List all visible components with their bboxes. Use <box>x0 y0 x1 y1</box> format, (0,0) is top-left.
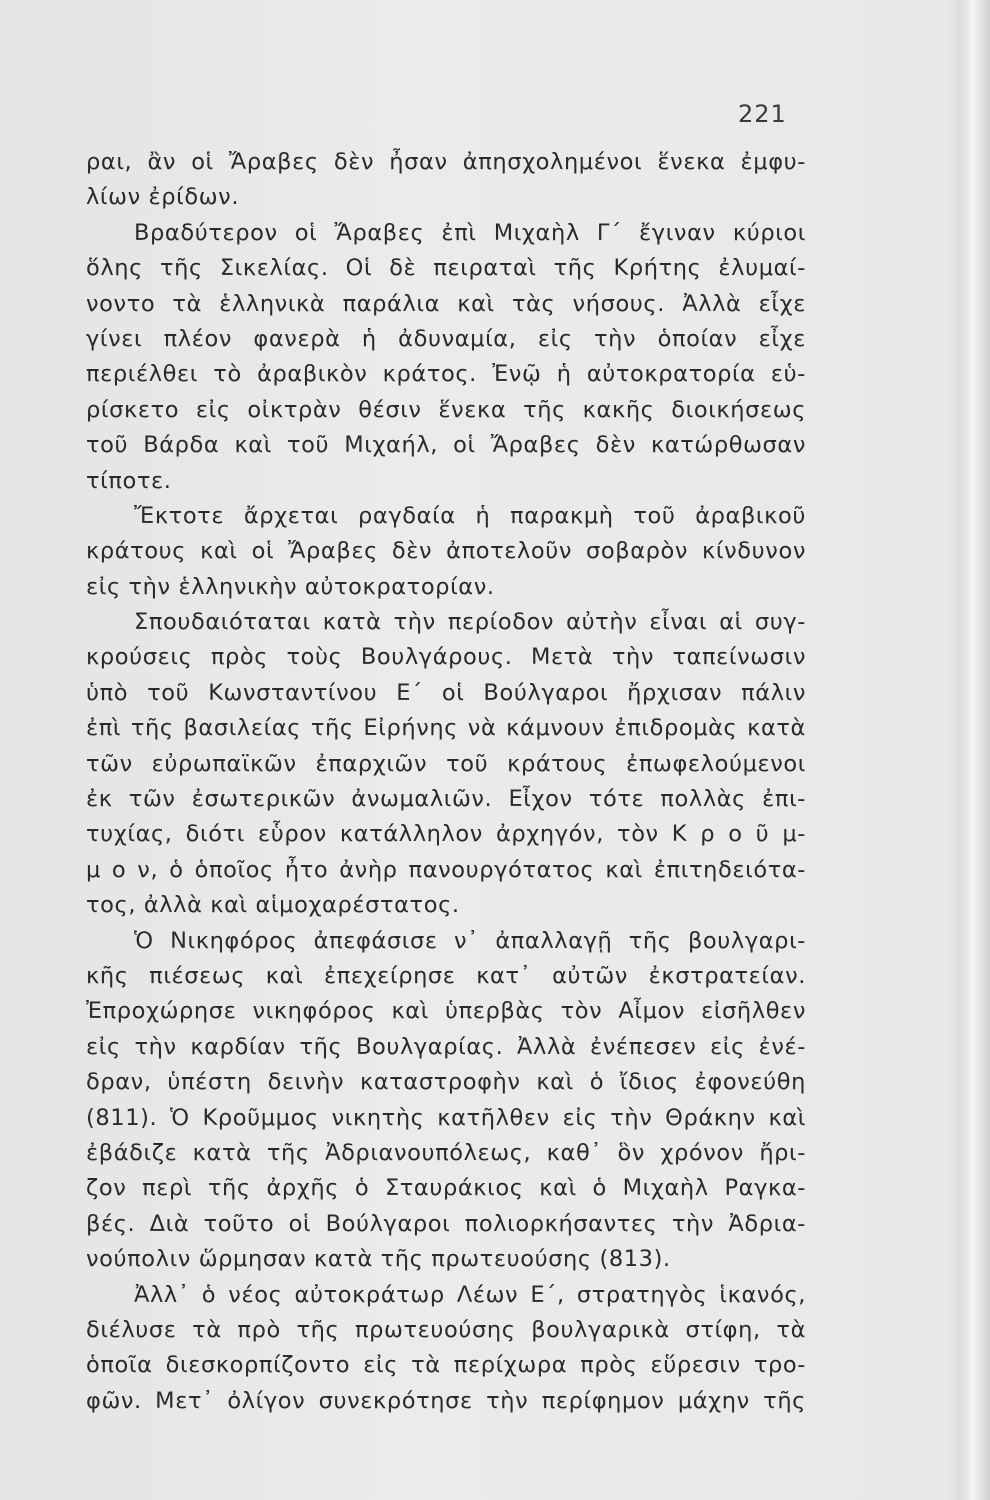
page-edge-shadow <box>948 0 990 1500</box>
text-line: νοντο τὰ ἑλληνικὰ παράλια καὶ τὰς νήσους. Ἀλλὰ εἶχε <box>86 290 806 317</box>
text-line: ὑπὸ τοῦ Κωνσταντίνου Ε΄ οἱ Βούλγαροι ἤρχισαν πάλιν <box>86 679 806 706</box>
text-line: δραν, ὑπέστη δεινὴν καταστροφὴν καὶ ὁ ἴδιος ἐφονεύθη <box>86 1069 806 1096</box>
text-line: μ ο ν, ὁ ὁποῖος ἦτο ἀνὴρ πανουργότατος καὶ ἐπιτηδειότα- <box>86 856 806 883</box>
text-line: τος, ἀλλὰ καὶ αἱμοχαρέστατος. <box>86 892 460 919</box>
text-line: ἐκ τῶν ἐσωτερικῶν ἀνωμαλιῶν. Εἶχον τότε πολλὰς ἐπι- <box>86 786 806 813</box>
text-line: διέλυσε τὰ πρὸ τῆς πρωτευούσης βουλγαρικὰ στίφη, τὰ <box>86 1316 806 1343</box>
text-line: ἐπὶ τῆς βασιλείας τῆς Εἰρήνης νὰ κάμνουν ἐπιδρομὰς κατὰ <box>86 715 806 742</box>
text-line: Βραδύτερον οἱ Ἄραβες ἐπὶ Μιχαὴλ Γ΄ ἔγιναν κύριοι <box>134 219 806 246</box>
body-text <box>86 145 806 1419</box>
text-line: Ἐπροχώρησε νικηφόρος καὶ ὑπερβὰς τὸν Αἶμον εἰσῆλθεν <box>86 998 806 1025</box>
text-line: περιέλθει τὸ ἀραβικὸν κράτος. Ἐνῷ ἡ αὐτοκρατορία εὑ- <box>86 361 806 388</box>
text-line: Ἔκτοτε ἄρχεται ραγδαία ἡ παρακμὴ τοῦ ἀραβικοῦ <box>134 502 806 529</box>
text-line: εἰς τὴν ἑλληνικὴν αὐτοκρατορίαν. <box>86 573 495 600</box>
text-line: εἰς τὴν καρδίαν τῆς Βουλγαρίας. Ἀλλὰ ἐνέπεσεν εἰς ἐνέ- <box>86 1033 806 1060</box>
text-line: τῶν εὐρωπαϊκῶν ἐπαρχιῶν τοῦ κράτους ἐπωφελούμενοι <box>86 750 806 777</box>
text-line: λίων ἐρίδων. <box>86 184 240 211</box>
text-line: γίνει πλέον φανερὰ ἡ ἀδυναμία, εἰς τὴν ὁποίαν εἶχε <box>86 325 806 352</box>
text-line: Ἀλλ᾽ ὁ νέος αὐτοκράτωρ Λέων Ε΄, στρατηγὸς ἱκανός, <box>134 1281 806 1308</box>
text-line: φῶν. Μετ᾽ ὀλίγον συνεκρότησε τὴν περίφημον μάχην τῆς <box>86 1387 806 1414</box>
text-line: ὅλης τῆς Σικελίας. Οἱ δὲ πειραταὶ τῆς Κρήτης ἐλυμαί- <box>86 255 806 282</box>
text-line: νούπολιν ὥρμησαν κατὰ τῆς πρωτευούσης (813). <box>86 1246 671 1273</box>
text-line: κράτους καὶ οἱ Ἄραβες δὲν ἀποτελοῦν σοβαρὸν κίνδυνον <box>86 538 806 565</box>
text-line: ρίσκετο εἰς οἰκτρὰν θέσιν ἕνεκα τῆς κακῆς διοικήσεως <box>86 396 806 423</box>
text-line: τυχίας, διότι εὗρον κατάλληλον ἀρχηγόν, τὸν Κ ρ ο ῦ μ- <box>86 821 806 848</box>
text-line: ζον περὶ τῆς ἀρχῆς ὁ Σταυράκιος καὶ ὁ Μιχαὴλ Ραγκα- <box>86 1175 806 1202</box>
page-number: 221 <box>738 100 787 128</box>
text-line: τοῦ Βάρδα καὶ τοῦ Μιχαήλ, οἱ Ἄραβες δὲν κατώρθωσαν <box>86 432 806 459</box>
text-line: κῆς πιέσεως καὶ ἐπεχείρησε κατ᾽ αὐτῶν ἐκστρατείαν. <box>86 962 806 989</box>
text-line: ἐβάδιζε κατὰ τῆς Ἀδριανουπόλεως, καθ᾽ ὃν χρόνον ἤρι- <box>86 1139 806 1166</box>
text-line: κρούσεις πρὸς τοὺς Βουλγάρους. Μετὰ τὴν ταπείνωσιν <box>86 644 806 671</box>
text-line: Ὁ Νικηφόρος ἀπεφάσισε ν᾽ ἀπαλλαγῇ τῆς βουλγαρι- <box>134 927 806 954</box>
text-line: Σπουδαιόταται κατὰ τὴν περίοδον αὐτὴν εἶναι αἱ συγ- <box>134 609 806 636</box>
text-line: (811). Ὁ Κροῦμμος νικητὴς κατῆλθεν εἰς τὴν Θράκην καὶ <box>86 1104 806 1131</box>
text-line: βές. Διὰ τοῦτο οἱ Βούλγαροι πολιορκήσαντες τὴν Ἀδρια- <box>86 1210 806 1237</box>
text-line: ραι, ἂν οἱ Ἄραβες δὲν ἦσαν ἀπησχολημένοι ἕνεκα ἐμφυ- <box>86 149 806 175</box>
text-line: τίποτε. <box>86 467 172 494</box>
text-line: ὁποῖα διεσκορπίζοντο εἰς τὰ περίχωρα πρὸς εὕρεσιν τρο- <box>86 1352 806 1379</box>
